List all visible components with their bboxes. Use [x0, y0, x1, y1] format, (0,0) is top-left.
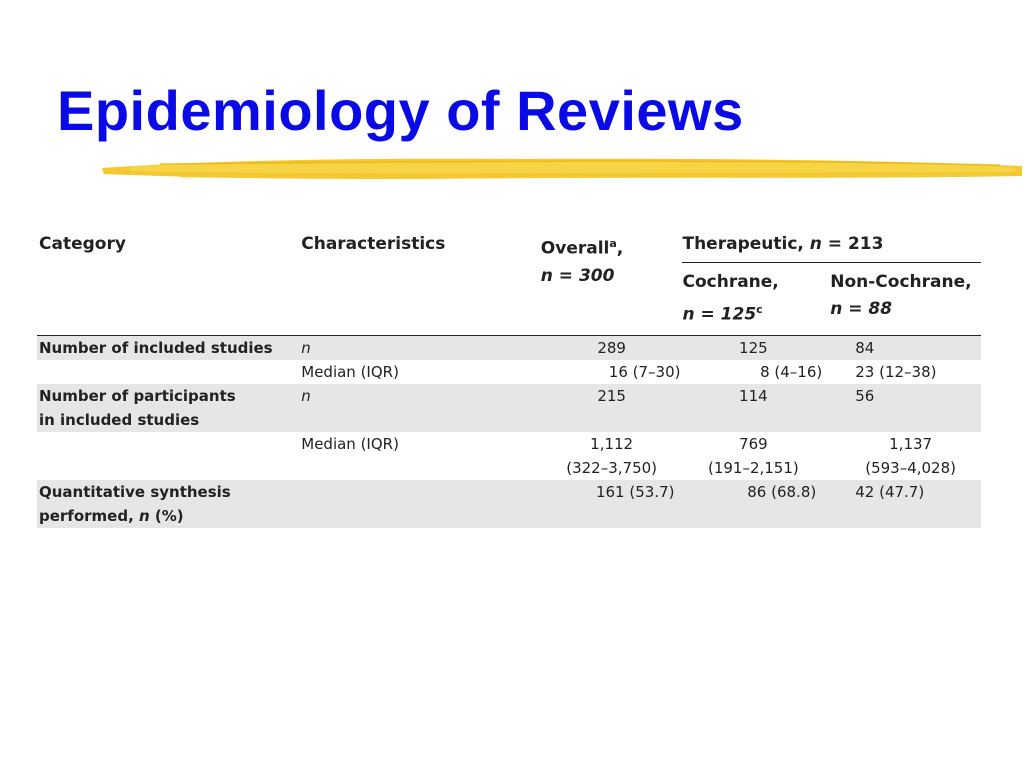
reviews-table [37, 230, 981, 528]
row-category-line1: Quantitative synthesis [39, 482, 231, 501]
header-noncochrane [830, 263, 981, 335]
header-cochrane-n: n = 125 [682, 304, 757, 325]
row-characteristic [301, 480, 541, 528]
row-category [37, 480, 301, 528]
cell-overall: 16 (7–30) [608, 362, 681, 381]
header-therapeutic-label: Therapeutic, [682, 234, 810, 254]
reviews-table-container [37, 230, 981, 528]
cell-noncochrane [830, 432, 981, 480]
header-category-label: Category [39, 234, 126, 254]
row-category-percent: (%) [149, 506, 184, 525]
row-category [37, 432, 301, 480]
header-overall-label: Overall [540, 238, 610, 259]
cell-overall-iqr: (322–3,750) [566, 458, 658, 477]
row-category-line2: performed, [39, 506, 139, 525]
slide-title: Epidemiology of Reviews [57, 79, 744, 142]
header-therapeutic-n-symbol: n [809, 234, 822, 254]
row-category-line2: in included studies [39, 410, 200, 429]
cell-cochrane-median: 769 [739, 434, 768, 453]
header-therapeutic [682, 230, 981, 263]
highlighter-underline [100, 146, 1024, 190]
row-category [37, 360, 301, 384]
cell-noncochrane: 23 (12–38) [855, 362, 937, 381]
header-cochrane-label: Cochrane, [682, 272, 779, 292]
cell-overall: 161 (53.7) [595, 482, 675, 501]
cell-cochrane: 125 [739, 338, 768, 357]
header-cochrane-footnote: c [756, 303, 763, 316]
cell-noncochrane: 42 (47.7) [855, 482, 925, 501]
cell-cochrane: 114 [739, 386, 768, 405]
header-therapeutic-n-value: = 213 [821, 234, 884, 254]
header-overall [541, 230, 683, 335]
cell-cochrane-iqr: (191–2,151) [707, 458, 799, 477]
table-row [37, 360, 981, 384]
cell-overall-median: 1,112 [590, 434, 634, 453]
row-characteristic: Median (IQR) [301, 362, 399, 381]
cell-overall [541, 432, 683, 480]
header-characteristics [301, 230, 541, 335]
header-category [37, 230, 301, 335]
header-noncochrane-n: n = 88 [830, 299, 893, 319]
row-category [37, 384, 301, 432]
table-row [37, 384, 981, 432]
cell-cochrane [682, 432, 830, 480]
cell-noncochrane-median: 1,137 [889, 434, 933, 453]
cell-cochrane: 86 (68.8) [747, 482, 817, 501]
row-characteristic: Median (IQR) [301, 434, 399, 453]
cell-noncochrane: 84 [855, 338, 875, 357]
table-row [37, 432, 981, 480]
cell-overall: 215 [597, 386, 626, 405]
header-overall-n: n = 300 [540, 265, 615, 286]
header-cochrane [682, 263, 830, 335]
row-characteristic: n [301, 338, 311, 357]
row-category-line1: Number of participants [39, 386, 236, 405]
cell-noncochrane-iqr: (593–4,028) [865, 458, 956, 477]
header-overall-comma: , [616, 238, 624, 259]
header-characteristics-label: Characteristics [301, 234, 446, 254]
header-noncochrane-label: Non-Cochrane, [830, 272, 972, 292]
row-category: Number of included studies [39, 338, 273, 357]
cell-overall: 289 [597, 338, 626, 357]
cell-cochrane: 8 (4–16) [760, 362, 823, 381]
row-category-n-symbol: n [139, 506, 150, 525]
table-row [37, 335, 981, 360]
cell-noncochrane: 56 [855, 386, 875, 405]
header-overall-footnote: a [609, 237, 617, 250]
table-row [37, 480, 981, 528]
row-characteristic: n [301, 386, 311, 405]
